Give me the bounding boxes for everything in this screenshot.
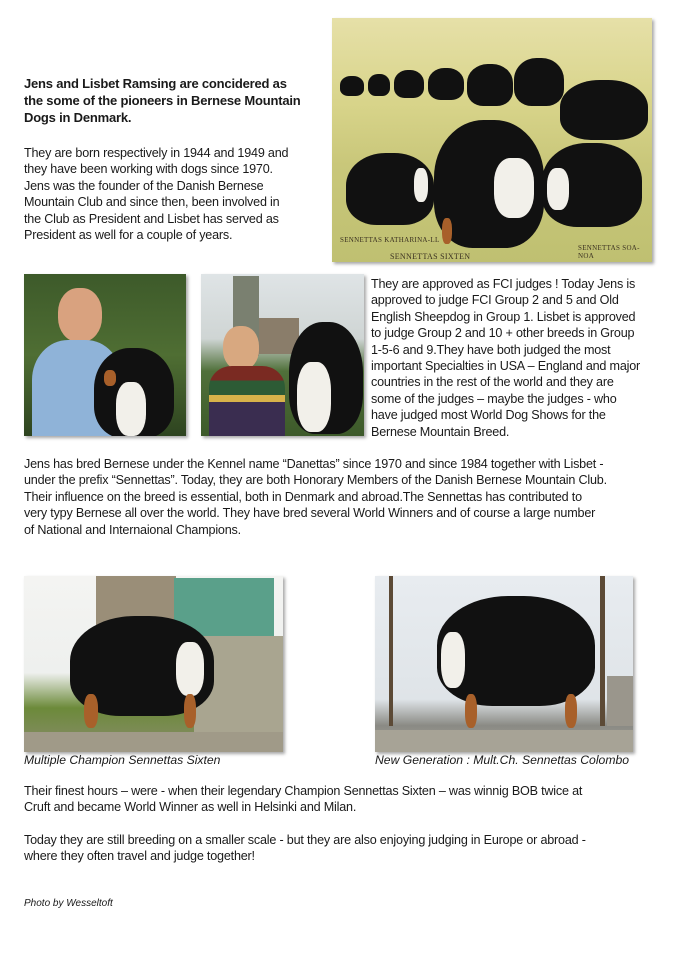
painting-label: SENNETTAS KATHARINA-LL bbox=[340, 236, 440, 244]
finest-hours-paragraph: Their finest hours – were - when their legendary Champion Sennettas Sixten – was winnig BOB twice at Cruft and became World Winner as well in Helsinki and Milan. bbox=[24, 784, 583, 815]
painting-label: SENNETTAS SIXTEN bbox=[390, 252, 471, 261]
caption-left: Multiple Champion Sennettas Sixten bbox=[24, 753, 221, 767]
photo-sennettas-sixten bbox=[24, 576, 283, 752]
photo-credit: Photo by Wesseltoft bbox=[24, 898, 113, 909]
photo-jens-with-dog bbox=[24, 274, 186, 436]
painting-label: SENNETTAS SOA-NOA bbox=[578, 244, 640, 260]
judges-paragraph: They are approved as FCI judges ! Today Jens is approved to judge FCI Group 2 and 5 and Old English Sheepdog in Group 1. Lisbet is approved to judge Group 2 and 10 + other breeds in Group 1-5-6 and 9.They have both judged the most important Specialties in USA – England and major countries in the rest of the world and they are some of the judges – maybe the judges - who have judged most World Dog Shows for the Bernese Mountain Breed. bbox=[371, 277, 641, 439]
intro-heading: Jens and Lisbet Ramsing are concidered as the some of the pioneers in Bernese Mountain Dogs in Denmark. bbox=[24, 76, 301, 125]
intro-paragraph: They are born respectively in 1944 and 1949 and they have been working with dogs since 1970. Jens was the founder of the Danish Bernese Mountain Club and since then, been involved in the Club as President and Lisbet has served as President as well for a couple of years. bbox=[24, 146, 289, 243]
photo-lisbet-with-dog bbox=[201, 274, 364, 436]
photo-sennettas-colombo bbox=[375, 576, 633, 752]
today-paragraph: Today they are still breeding on a smaller scale - but they are also enjoying judging in Europe or abroad - where they often travel and judge together! bbox=[24, 833, 586, 864]
caption-right: New Generation : Mult.Ch. Sennettas Colombo bbox=[375, 753, 630, 767]
kennel-paragraph: Jens has bred Bernese under the Kennel name “Danettas” since 1970 and since 1984 together with Lisbet - under the prefix “Sennettas”. Today, they are both Honorary Members of the Danish Bernese Mountain Club. Their influence on the breed is essential, both in Denmark and abroad.The Sennettas has contributed to very typy Bernese all over the world. They have bred several World Winners and of course a large number of National and Internaional Champions. bbox=[24, 457, 607, 537]
dog-painting bbox=[332, 18, 652, 262]
